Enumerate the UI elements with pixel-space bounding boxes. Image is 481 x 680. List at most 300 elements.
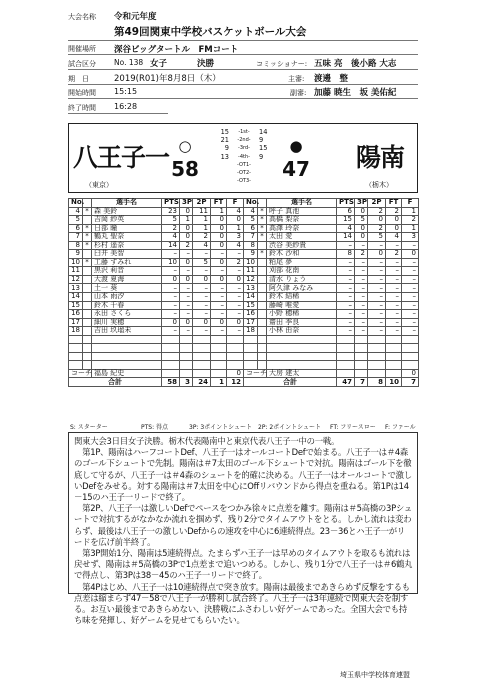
umpire: 加藤 暁生 坂 美佑紀 <box>314 88 397 98</box>
player-pts: – <box>337 327 355 336</box>
player-ft: – <box>211 250 227 259</box>
empty-cell <box>69 352 83 361</box>
player-fouls: 4 <box>227 241 244 250</box>
player-ft: 0 <box>211 224 227 233</box>
player-name: 太田 愛 <box>267 233 337 242</box>
player-3p: – <box>355 258 368 267</box>
player-fouls: – <box>402 275 419 284</box>
footer-organization: 埼玉県中学校体育連盟 <box>340 671 410 679</box>
empty-cell <box>227 335 244 344</box>
period-score-a <box>211 161 229 169</box>
player-number: 12 <box>244 275 258 284</box>
player-name: 鈴木 結稀 <box>267 293 337 302</box>
player-fouls: – <box>402 258 419 267</box>
player-3p: 0 <box>355 207 368 216</box>
player-name: 黒沢 莉音 <box>92 267 162 276</box>
header-row <box>69 199 244 208</box>
player-pts: – <box>337 318 355 327</box>
starter-mark <box>258 301 267 310</box>
period-row <box>211 169 277 177</box>
player-fouls: – <box>402 318 419 327</box>
player-2p: – <box>368 310 386 319</box>
player-ft: – <box>386 275 402 284</box>
player-fouls: 1 <box>402 224 419 233</box>
player-ft: 0 <box>211 258 227 267</box>
period-label: -3rd- <box>238 145 250 152</box>
empty-cell <box>193 369 211 378</box>
player-row <box>69 310 244 319</box>
player-ft: 0 <box>211 275 227 284</box>
empty-cell <box>211 361 227 370</box>
player-pts: – <box>337 267 355 276</box>
empty-cell <box>368 361 386 370</box>
empty-cell <box>355 369 368 378</box>
player-pts: – <box>337 293 355 302</box>
empty-cell <box>92 335 162 344</box>
player-number: 9 <box>69 250 83 259</box>
player-fouls: – <box>402 284 419 293</box>
player-ft: 0 <box>386 224 402 233</box>
player-fouls: – <box>227 250 244 259</box>
player-2p: – <box>368 275 386 284</box>
starter-mark <box>258 275 267 284</box>
empty-row <box>69 344 244 353</box>
team-a-prefecture: （東京） <box>85 181 113 189</box>
total-pts: 47 <box>337 378 355 387</box>
total-pts: 58 <box>162 378 180 387</box>
player-row <box>69 216 244 225</box>
starter-mark <box>83 216 92 225</box>
game-category: 女子 <box>150 59 168 69</box>
player-2p: 2 <box>368 224 386 233</box>
player-pts: – <box>162 250 180 259</box>
game-number: No. 138 <box>114 58 144 67</box>
empty-cell <box>386 369 402 378</box>
period-score-b <box>259 169 277 177</box>
player-name: 森 美鈴 <box>92 207 162 216</box>
empty-cell <box>244 335 258 344</box>
player-ft: – <box>386 318 402 327</box>
col-header-no: No. <box>244 199 258 208</box>
empty-cell <box>402 352 419 361</box>
player-3p: – <box>355 284 368 293</box>
player-number: 16 <box>69 310 83 319</box>
coach-fouls: 0 <box>402 369 419 378</box>
player-number: 13 <box>244 284 258 293</box>
player-number: 9 <box>244 250 258 259</box>
player-name: 清水 りょう <box>267 275 337 284</box>
empty-cell <box>193 335 211 344</box>
player-ft: – <box>386 258 402 267</box>
total-2p: 8 <box>368 378 386 387</box>
player-ft: 0 <box>386 216 402 225</box>
total-2p: 24 <box>193 378 211 387</box>
player-number: 11 <box>244 267 258 276</box>
empty-cell <box>244 352 258 361</box>
period-row <box>211 128 277 136</box>
empty-cell <box>211 344 227 353</box>
player-fouls: 3 <box>402 233 419 242</box>
player-2p: – <box>193 301 211 310</box>
player-row <box>69 293 244 302</box>
team-b-name: 陽南 <box>356 143 405 172</box>
player-row <box>244 310 419 319</box>
player-row <box>244 327 419 336</box>
empty-cell <box>227 352 244 361</box>
coach-name: 福島 紀史 <box>92 369 162 378</box>
player-ft: 0 <box>211 216 227 225</box>
player-name: 小林 由奈 <box>267 327 337 336</box>
player-name: 工藤 すみれ <box>92 258 162 267</box>
col-header-pts: PTS <box>337 199 355 208</box>
team-a-score: 58 <box>171 157 199 181</box>
empty-cell <box>337 361 355 370</box>
report-paragraph: 第4Pはじめ、八王子一は10連続得点で突き放す。陽南は最後まであきらめず反撃をするも点差は縮まらず47－58で八王子一が勝利し試合終了。八王子一は3年連続で関東大会を制する。お互い最後まであきらめない、決勝戦にふさわしい好ゲームであった。全国大会でも持ち味を発揮し、好ゲームを見せてもらいたい。 <box>74 581 410 626</box>
player-2p: 11 <box>193 207 211 216</box>
empty-cell <box>69 344 83 353</box>
player-row <box>69 233 244 242</box>
player-2p: 0 <box>368 216 386 225</box>
period-row <box>211 161 277 169</box>
player-pts: – <box>162 284 180 293</box>
team-b-prefecture: （栃木） <box>365 181 393 189</box>
empty-cell <box>162 344 180 353</box>
player-ft: – <box>386 241 402 250</box>
player-number: 10 <box>244 258 258 267</box>
coach-fouls: 0 <box>227 369 244 378</box>
player-name: 藤崎 唯愛 <box>267 301 337 310</box>
player-ft: – <box>211 327 227 336</box>
period-label: -4th- <box>238 153 250 160</box>
player-3p: – <box>355 318 368 327</box>
player-fouls: 4 <box>227 207 244 216</box>
starter-mark <box>83 275 92 284</box>
period-score-b: 14 <box>259 128 268 136</box>
date: 2019(R01)年8月8日（木） <box>114 74 221 84</box>
commissioner: 五味 亮 後小路 大志 <box>314 59 397 69</box>
team-b-score: 47 <box>282 157 310 181</box>
player-name: 鶴丸 聖奈 <box>92 233 162 242</box>
coach-label: コーチ <box>69 369 92 378</box>
player-2p: – <box>193 284 211 293</box>
player-2p: 5 <box>368 233 386 242</box>
start-time: 15:15 <box>114 87 138 96</box>
period-label: -OT2- <box>237 169 251 176</box>
starter-mark: * <box>83 233 92 242</box>
venue: 深谷ビッグタートル FMコート <box>114 45 239 55</box>
player-fouls: 0 <box>227 318 244 327</box>
player-3p: 0 <box>180 207 193 216</box>
period-score-a <box>211 177 229 185</box>
empty-cell <box>162 361 180 370</box>
player-ft: – <box>386 284 402 293</box>
player-2p: 4 <box>193 241 211 250</box>
empty-cell <box>402 335 419 344</box>
player-3p: – <box>355 267 368 276</box>
empty-cell <box>386 361 402 370</box>
empty-cell <box>267 344 337 353</box>
period-score-b: 15 <box>259 144 268 153</box>
empty-row <box>69 335 244 344</box>
player-fouls: – <box>227 284 244 293</box>
player-name: 永田 さくら <box>92 310 162 319</box>
player-pts: 15 <box>337 216 355 225</box>
starter-mark: * <box>83 241 92 250</box>
start-label: 開始時間 <box>68 89 96 97</box>
player-ft: 2 <box>386 207 402 216</box>
player-fouls: 0 <box>227 216 244 225</box>
period-score-a: 15 <box>220 128 229 136</box>
player-fouls: – <box>402 267 419 276</box>
event-line1: 令和元年度 <box>114 12 157 22</box>
player-number: 5 <box>244 216 258 225</box>
game-report <box>68 432 418 626</box>
player-3p: – <box>180 267 193 276</box>
col-header-ft: FT <box>211 199 227 208</box>
team-a-stats-table <box>68 198 244 387</box>
total-ft: 1 <box>211 378 227 387</box>
player-name: 大渡 夏海 <box>92 275 162 284</box>
player-ft: 1 <box>211 207 227 216</box>
col-header-name: 選手名 <box>267 199 337 208</box>
coach-label: コーチ <box>244 369 267 378</box>
empty-cell <box>180 344 193 353</box>
legend-starter: S: スターター <box>70 424 108 431</box>
player-3p: – <box>180 250 193 259</box>
player-pts: – <box>162 310 180 319</box>
player-2p: 0 <box>193 318 211 327</box>
period-row <box>211 144 277 152</box>
player-pts: 14 <box>162 241 180 250</box>
player-name: 呼子 真池 <box>267 207 337 216</box>
player-pts: – <box>337 301 355 310</box>
period-scores <box>211 128 277 185</box>
starter-mark: * <box>258 250 267 259</box>
player-2p: 5 <box>193 258 211 267</box>
starter-mark: * <box>83 224 92 233</box>
empty-cell <box>386 352 402 361</box>
player-ft: 0 <box>211 318 227 327</box>
player-3p: 2 <box>355 250 368 259</box>
player-2p: – <box>368 318 386 327</box>
period-score-a: 21 <box>220 136 229 145</box>
player-fouls: – <box>227 267 244 276</box>
chief-referee: 渡邊 整 <box>314 74 349 84</box>
team-b-stats-table <box>243 198 419 387</box>
player-number: 4 <box>244 207 258 216</box>
player-number: 15 <box>244 301 258 310</box>
col-header-f: F <box>402 199 419 208</box>
player-number: 8 <box>69 241 83 250</box>
player-2p: – <box>193 250 211 259</box>
player-ft: – <box>386 327 402 336</box>
player-3p: – <box>355 327 368 336</box>
player-3p: – <box>355 293 368 302</box>
empty-cell <box>162 335 180 344</box>
player-name: 鈴木 沙和 <box>267 250 337 259</box>
col-header-3p: 3P <box>180 199 193 208</box>
player-3p: – <box>355 310 368 319</box>
player-row <box>69 327 244 336</box>
player-name: 日部 瞳 <box>92 224 162 233</box>
loser-mark: ● <box>289 137 303 155</box>
player-name: 小野 穂稀 <box>267 310 337 319</box>
player-name: 吉田 玖瑠未 <box>92 327 162 336</box>
player-2p: 0 <box>193 275 211 284</box>
empty-cell <box>355 335 368 344</box>
player-pts: 23 <box>162 207 180 216</box>
commissioner-label: コミッショナー: <box>256 60 308 68</box>
starter-mark <box>258 284 267 293</box>
player-2p: – <box>368 284 386 293</box>
empty-cell <box>402 344 419 353</box>
empty-cell <box>258 344 267 353</box>
player-number: 16 <box>244 310 258 319</box>
player-3p: 0 <box>180 233 193 242</box>
player-2p: – <box>368 258 386 267</box>
player-2p: – <box>193 310 211 319</box>
player-fouls: – <box>402 241 419 250</box>
player-fouls: – <box>227 310 244 319</box>
report-paragraph: 第1P、陽南はハーフコートDef、八王子一はオールコートDefで始まる。八王子一は＃4森のゴール下シュートで先制。陽南は＃7太田のゴール下シュートで対抗。陽南はゴール下を徹底して守るが、八王子一は＃4森のシュートを的確に決める。八王子一はオールコートで激しいDefをみせる。対する陽南は＃7太田を中心にOffリバウンドから得点を重ねる。第1Pは14－15のハ王子一リードで終了。 <box>74 447 412 503</box>
player-ft: – <box>386 293 402 302</box>
empty-cell <box>368 352 386 361</box>
empty-cell <box>211 335 227 344</box>
empty-row <box>244 352 419 361</box>
empty-cell <box>92 352 162 361</box>
player-fouls: – <box>227 301 244 310</box>
player-fouls: – <box>227 293 244 302</box>
header-row <box>244 199 419 208</box>
player-pts: – <box>162 267 180 276</box>
total-label: 合計 <box>69 378 162 387</box>
empty-cell <box>227 344 244 353</box>
player-3p: – <box>180 301 193 310</box>
player-3p: 5 <box>355 216 368 225</box>
player-name: 杉村 遥奈 <box>92 241 162 250</box>
empty-cell <box>83 344 92 353</box>
period-row <box>211 136 277 144</box>
coach-name: 大房 建太 <box>267 369 337 378</box>
player-pts: 8 <box>337 250 355 259</box>
player-pts: – <box>337 241 355 250</box>
player-name: 臼井 美智 <box>92 250 162 259</box>
player-number: 17 <box>244 318 258 327</box>
player-pts: 6 <box>337 207 355 216</box>
player-pts: – <box>162 301 180 310</box>
col-header-f: F <box>227 199 244 208</box>
player-2p: – <box>368 241 386 250</box>
player-2p: 1 <box>193 224 211 233</box>
empty-row <box>244 344 419 353</box>
empty-cell <box>162 352 180 361</box>
starter-mark <box>258 258 267 267</box>
end-label: 終了時間 <box>68 104 96 112</box>
total-row <box>244 378 419 387</box>
player-name: 吉岡 紗英 <box>92 216 162 225</box>
empty-cell <box>368 369 386 378</box>
player-2p: – <box>368 293 386 302</box>
player-pts: 2 <box>162 224 180 233</box>
player-number: 5 <box>69 216 83 225</box>
player-pts: 4 <box>162 233 180 242</box>
player-row <box>69 275 244 284</box>
period-label: -2nd- <box>237 137 251 144</box>
col-header-3p: 3P <box>355 199 368 208</box>
total-fouls: 7 <box>402 378 419 387</box>
empty-row <box>69 352 244 361</box>
player-pts: 14 <box>337 233 355 242</box>
player-3p: – <box>355 275 368 284</box>
period-label: -OT1- <box>237 161 251 168</box>
player-2p: – <box>368 327 386 336</box>
player-name: 細川 実穂 <box>92 318 162 327</box>
player-ft: 0 <box>211 233 227 242</box>
starter-mark: * <box>258 216 267 225</box>
player-fouls: – <box>227 327 244 336</box>
player-ft: – <box>211 293 227 302</box>
empty-cell <box>386 335 402 344</box>
empty-cell <box>337 352 355 361</box>
period-score-a: 9 <box>224 144 229 153</box>
player-3p: 0 <box>180 275 193 284</box>
player-ft: – <box>386 310 402 319</box>
empty-cell <box>83 352 92 361</box>
player-3p: – <box>180 293 193 302</box>
player-name: 高橋 梨奈 <box>267 216 337 225</box>
empty-cell <box>368 335 386 344</box>
player-2p: – <box>193 293 211 302</box>
event-title: 第49回関東中学校バスケットボール大会 <box>114 26 307 38</box>
empty-cell <box>211 369 227 378</box>
player-number: 12 <box>69 275 83 284</box>
player-pts: 10 <box>162 258 180 267</box>
period-label: -OT3- <box>237 178 251 185</box>
player-3p: – <box>180 310 193 319</box>
player-fouls: – <box>402 293 419 302</box>
player-fouls: 0 <box>227 275 244 284</box>
player-2p: – <box>368 267 386 276</box>
player-fouls: 1 <box>227 224 244 233</box>
player-2p: 2 <box>193 233 211 242</box>
player-fouls: 2 <box>227 258 244 267</box>
starter-mark <box>83 318 92 327</box>
starter-mark <box>83 284 92 293</box>
starter-mark: * <box>83 258 92 267</box>
period-score-b: 9 <box>259 136 264 145</box>
player-ft: – <box>386 301 402 310</box>
player-3p: 2 <box>180 241 193 250</box>
date-label: 期 日 <box>68 75 89 83</box>
player-3p: – <box>180 284 193 293</box>
scoreboard <box>68 123 418 193</box>
empty-cell <box>258 335 267 344</box>
winner-mark: ○ <box>178 137 192 155</box>
empty-cell <box>92 344 162 353</box>
player-pts: – <box>337 258 355 267</box>
player-ft: – <box>211 301 227 310</box>
total-3p: 3 <box>180 378 193 387</box>
player-pts: – <box>337 310 355 319</box>
coach-row <box>244 369 419 378</box>
legend-foul: F: ファール <box>385 424 416 431</box>
starter-mark <box>83 310 92 319</box>
starter-mark: * <box>258 207 267 216</box>
player-number: 18 <box>244 327 258 336</box>
legend-ft: FT: フリースロー <box>330 424 376 431</box>
col-header-name: 選手名 <box>92 199 162 208</box>
empty-cell <box>267 335 337 344</box>
